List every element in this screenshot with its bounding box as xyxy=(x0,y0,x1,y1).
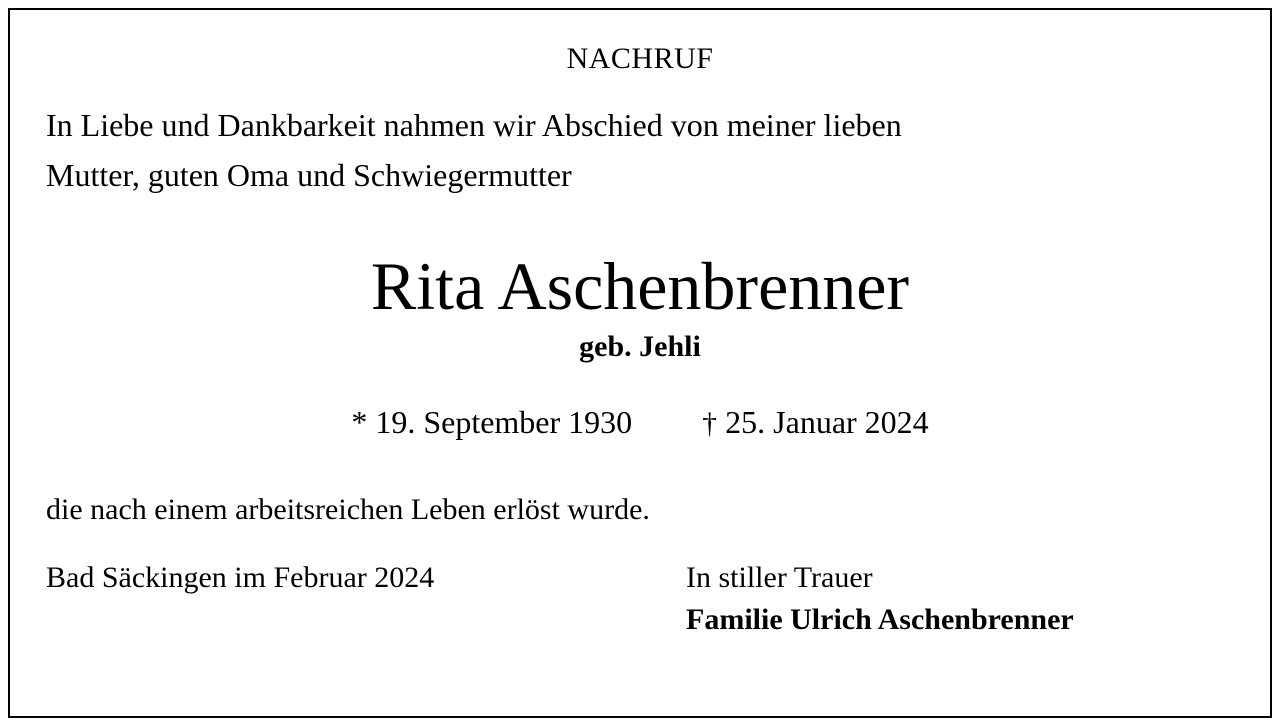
notice-heading: NACHRUF xyxy=(566,42,714,75)
birth-date: * 19. September 1930 xyxy=(351,404,633,441)
death-date: 25. Januar 2024 xyxy=(725,404,929,441)
closing-text: die nach einem arbeitsreichen Leben erlöst wurde. xyxy=(46,493,650,527)
mourning-label: In stiller Trauer xyxy=(686,561,873,595)
notice-frame xyxy=(8,8,1272,718)
place-and-date: Bad Säckingen im Februar 2024 xyxy=(46,561,435,595)
intro-line-2: Mutter, guten Oma und Schwiegermutter xyxy=(46,156,572,193)
mourners xyxy=(686,561,1234,637)
cross-icon: † xyxy=(702,407,718,441)
maiden-name: geb. Jehli xyxy=(579,330,701,364)
intro-text xyxy=(46,101,1234,200)
deceased-name: Rita Aschenbrenner xyxy=(370,248,910,325)
intro-line-1: In Liebe und Dankbarkeit nahmen wir Abschied von meiner lieben xyxy=(46,107,902,143)
notice-content xyxy=(46,10,1234,716)
family-name: Familie Ulrich Aschenbrenner xyxy=(686,603,1074,637)
notice-footer xyxy=(46,561,1234,637)
life-dates xyxy=(46,404,1234,441)
